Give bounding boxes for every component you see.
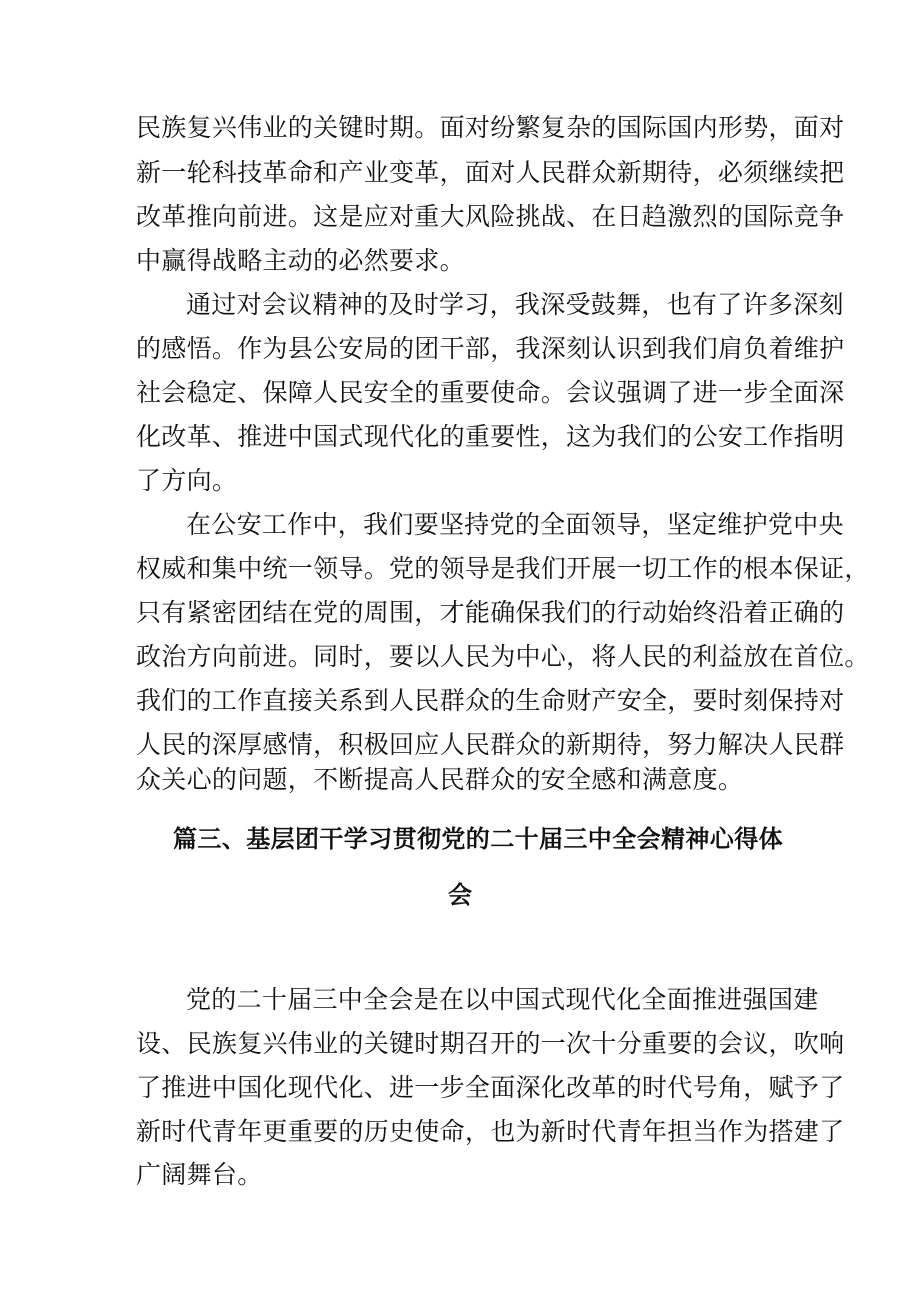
paragraph-2-line-2: 的感悟。作为县公安局的团干部，我深刻认识到我们肩负着维护 bbox=[136, 334, 845, 363]
paragraph-3-line-1: 在公安工作中，我们要坚持党的全面领导，坚定维护党中央 bbox=[186, 510, 844, 539]
paragraph-2-line-5: 了方向。 bbox=[136, 466, 238, 495]
paragraph-4-line-3: 了推进中国化现代化、进一步全面深化改革的时代号角，赋予了 bbox=[136, 1073, 845, 1102]
paragraph-2-line-1: 通过对会议精神的及时学习，我深受鼓舞，也有了许多深刻 bbox=[186, 290, 844, 319]
paragraph-1-line-2: 新一轮科技革命和产业变革，面对人民群众新期待，必须继续把 bbox=[136, 158, 845, 187]
paragraph-1-line-4: 中赢得战略主动的必然要求。 bbox=[136, 246, 465, 275]
paragraph-1-line-3: 改革推向前进。这是应对重大风险挑战、在日趋激烈的国际竞争 bbox=[136, 202, 845, 231]
paragraph-4-line-4: 新时代青年更重要的历史使命，也为新时代青年担当作为搭建了 bbox=[136, 1117, 845, 1146]
paragraph-3-line-4: 政治方向前进。同时，要以人民为中心，将人民的利益放在首位。 bbox=[136, 642, 870, 671]
paragraph-2-line-3: 社会稳定、保障人民安全的重要使命。会议强调了进一步全面深 bbox=[136, 378, 845, 407]
paragraph-1-line-1: 民族复兴伟业的关键时期。面对纷繁复杂的国际国内形势，面对 bbox=[136, 113, 845, 142]
paragraph-4-line-2: 设、民族复兴伟业的关键时期召开的一次十分重要的会议，吹响 bbox=[136, 1029, 845, 1058]
section-heading-line-2: 会 bbox=[448, 881, 473, 909]
paragraph-4-line-5: 广阔舞台。 bbox=[136, 1160, 263, 1189]
paragraph-3-line-7: 众关心的问题，不断提高人民群众的安全感和满意度。 bbox=[136, 765, 744, 794]
paragraph-3-line-2: 权威和集中统一领导。党的领导是我们开展一切工作的根本保证， bbox=[136, 554, 870, 583]
paragraph-3-line-6: 人民的深厚感情，积极回应人民群众的新期待，努力解决人民群 bbox=[136, 730, 845, 759]
paragraph-3-line-3: 只有紧密团结在党的周围，才能确保我们的行动始终沿着正确的 bbox=[136, 598, 845, 627]
paragraph-4-line-1: 党的二十届三中全会是在以中国式现代化全面推进强国建 bbox=[186, 985, 819, 1014]
section-heading-line-1: 篇三、基层团干学习贯彻党的二十届三中全会精神心得体 bbox=[173, 825, 783, 853]
paragraph-3-line-5: 我们的工作直接关系到人民群众的生命财产安全，要时刻保持对 bbox=[136, 686, 845, 715]
paragraph-2-line-4: 化改革、推进中国式现代化的重要性，这为我们的公安工作指明 bbox=[136, 422, 845, 451]
